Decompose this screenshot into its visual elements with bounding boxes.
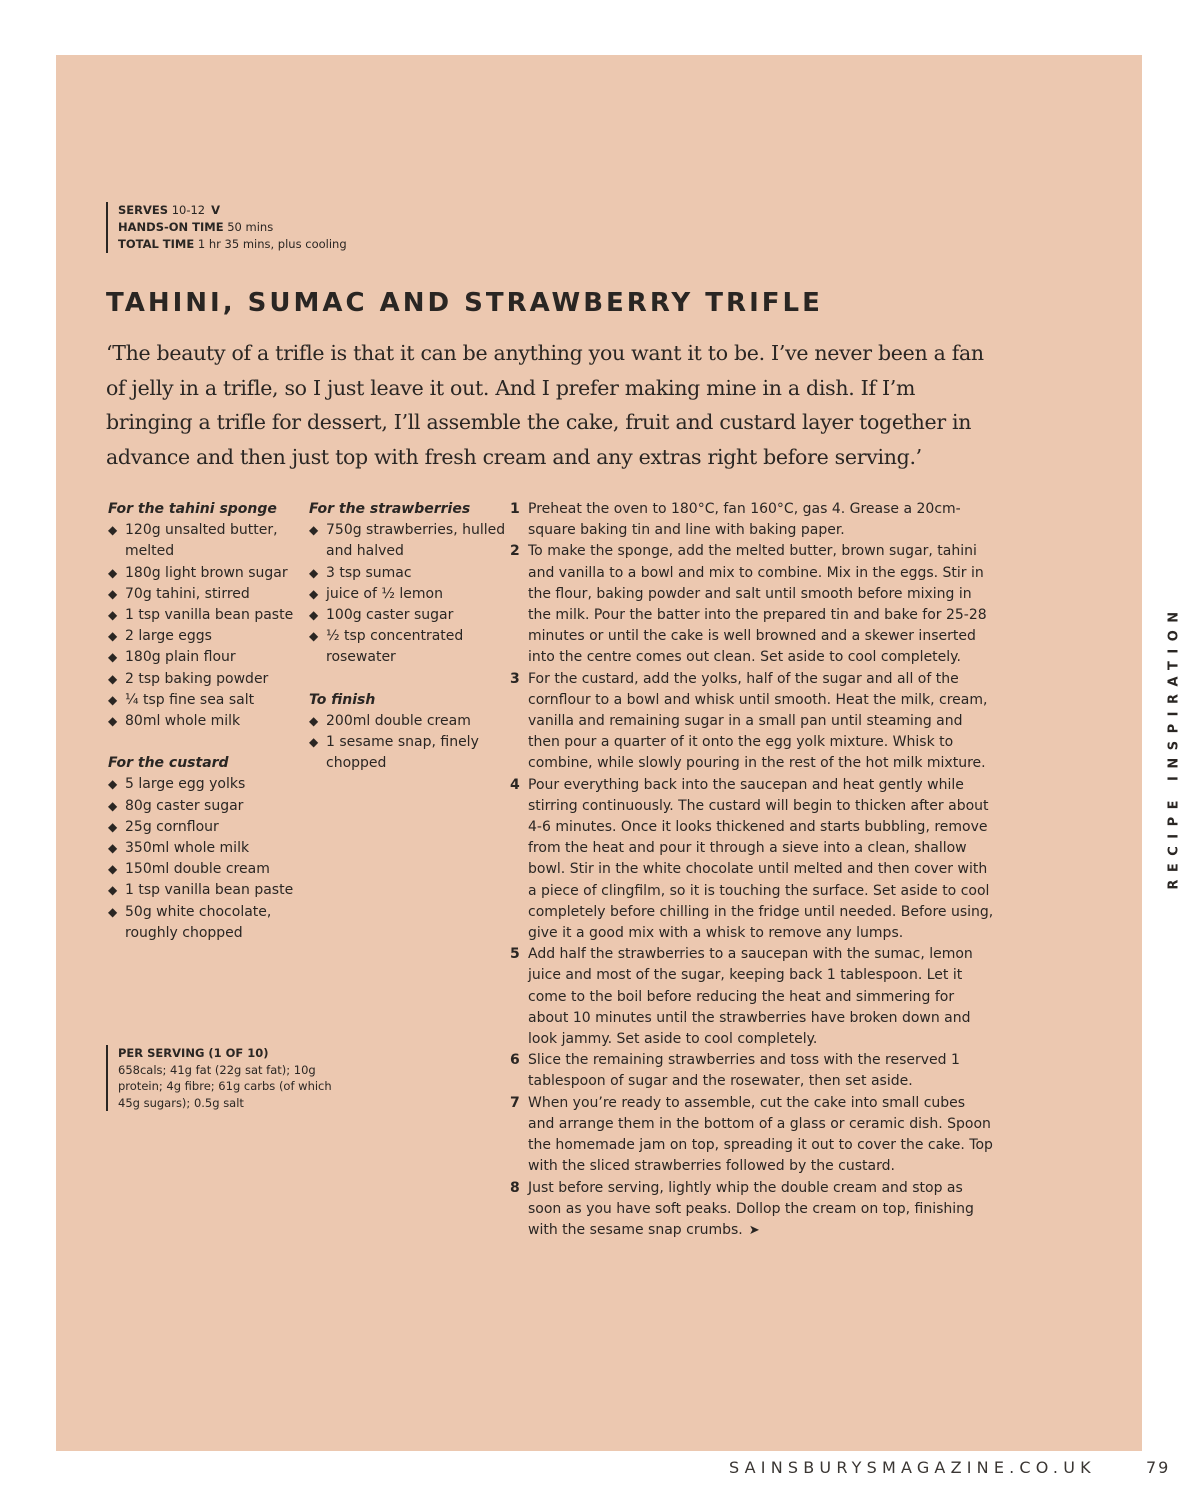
ingredient-item: ◆ 80ml whole milk xyxy=(108,711,303,732)
step-text: To make the sponge, add the melted butter, brown sugar, tahini and vanilla to a bowl and mix to combine. Mix in the eggs. Stir in the flour, baking powder and salt until smooth before mixing in the milk. Pour the batter into the prepared tin and bake for 25-28 minutes or until the cake is well browned and a skewer inserted into the centre comes out clean. Set aside to cool completely. xyxy=(528,543,987,666)
ingredient-item: ◆ 200ml double cream xyxy=(309,711,509,732)
method-step xyxy=(510,669,995,775)
footer-site-url: SAINSBURYSMAGAZINE.CO.UK xyxy=(729,1458,1096,1477)
strawberries-heading: For the strawberries xyxy=(309,501,471,517)
ingredient-item: ◆ 1 tsp vanilla bean paste xyxy=(108,605,303,626)
ingredient-item: ◆ 25g cornflour xyxy=(108,817,303,838)
method-step xyxy=(510,1093,995,1178)
ingredient-item: ◆ 120g unsalted butter, melted xyxy=(108,520,303,562)
method-column xyxy=(510,499,995,1241)
ingredient-item: ◆ 5 large egg yolks xyxy=(108,774,303,795)
ingredient-item: ◆ 1 sesame snap, finely chopped xyxy=(309,732,509,774)
step-text: Preheat the oven to 180°C, fan 160°C, gas 4. Grease a 20cm-square baking tin and line with baking paper. xyxy=(528,501,961,539)
ingredient-item: ◆ 50g white chocolate, roughly chopped xyxy=(108,902,303,944)
custard-ingredients xyxy=(108,753,303,944)
step-number: 4 xyxy=(510,776,520,793)
ingredient-item: ◆ 180g plain flour xyxy=(108,647,303,668)
side-label-text: RECIPE INSPIRATION xyxy=(1166,604,1182,890)
total-time-line: TOTAL TIME 1 hr 35 mins, plus cooling xyxy=(118,237,347,251)
ingredient-item: ◆ 80g caster sugar xyxy=(108,796,303,817)
method-step xyxy=(510,499,995,541)
step-text: Just before serving, lightly whip the double cream and stop as soon as you have soft peaks. Dollop the cream on top, finishing with the sesame snap crumbs. xyxy=(528,1179,974,1238)
ingredient-item: ◆ 2 tsp baking powder xyxy=(108,669,303,690)
page-number: 79 xyxy=(1146,1458,1171,1477)
hands-on-line: HANDS-ON TIME 50 mins xyxy=(118,220,274,234)
serves-line: SERVES 10-12 V xyxy=(118,203,221,217)
ingredient-item: ◆ 70g tahini, stirred xyxy=(108,584,303,605)
step-number: 2 xyxy=(510,543,520,560)
strawberries-ingredients xyxy=(309,499,509,669)
ingredient-item: ◆ 2 large eggs xyxy=(108,626,303,647)
step-text: Add half the strawberries to a saucepan with the sumac, lemon juice and most of the sugar, keeping back 1 tablespoon. Let it come to the boil before reducing the heat and simmering for about 10 minutes until the strawberries have broken down and look jammy. Set aside to cool completely. xyxy=(528,946,973,1048)
finish-ingredients xyxy=(309,690,509,775)
step-number: 3 xyxy=(510,670,520,687)
recipe-meta xyxy=(106,202,347,253)
step-text: Slice the remaining strawberries and toss with the reserved 1 tablespoon of sugar and the rosewater, then set aside. xyxy=(528,1052,960,1090)
step-text: Pour everything back into the saucepan and heat gently while stirring continuously. The custard will begin to thicken after about 4-6 minutes. Once it looks thickened and starts bubbling, remove from the heat and pour it through a sieve into a clean, shallow bowl. Stir in the white chocolate until melted and then cover with a piece of clingfilm, so it is touching the surface. Set aside to cool completely before chilling in the fridge until needed. Before using, give it a good mix with a whisk to remove any lumps. xyxy=(528,776,994,942)
nutrition-info xyxy=(106,1045,338,1111)
ingredients-column-1 xyxy=(108,499,303,944)
ingredient-item: ◆ 350ml whole milk xyxy=(108,838,303,859)
ingredient-item: ◆ 3 tsp sumac xyxy=(309,563,509,584)
custard-heading: For the custard xyxy=(108,755,229,772)
ingredient-item: ◆ 750g strawberries, hulled and halved xyxy=(309,520,509,562)
ingredient-item: ◆ 180g light brown sugar xyxy=(108,563,303,584)
ingredient-item: ◆ 1 tsp vanilla bean paste xyxy=(108,880,303,901)
step-number: 7 xyxy=(510,1094,520,1111)
step-text: When you’re ready to assemble, cut the cake into small cubes and arrange them in the bottom of a glass or ceramic dish. Spoon the homemade jam on top, spreading it out to cover the cake. Top with the sliced strawberries followed by the custard. xyxy=(528,1094,993,1175)
method-step xyxy=(510,1050,995,1092)
continue-arrow-icon: ➤ xyxy=(748,1222,760,1238)
step-number: 1 xyxy=(510,501,520,517)
sponge-ingredients xyxy=(108,499,303,732)
sponge-heading: For the tahini sponge xyxy=(108,501,277,517)
vegetarian-badge: V xyxy=(211,203,221,217)
step-number: 6 xyxy=(510,1052,520,1069)
ingredient-item: ◆ 100g caster sugar xyxy=(309,605,509,626)
step-number: 5 xyxy=(510,946,520,963)
intro-quote: ‘The beauty of a trifle is that it can be anything you want it to be. I’ve never been a fan of jelly in a trifle, so I just leave it out. And I prefer making mine in a dish. If I’m bringing a trifle for dessert, I’ll assemble the cake, fruit and custard layer together in advance and then just top with fresh cream and any extras right before serving.’ xyxy=(106,341,984,469)
recipe-title: TAHINI, SUMAC AND STRAWBERRY TRIFLE xyxy=(106,288,823,318)
finish-heading: To finish xyxy=(309,691,376,708)
step-text: For the custard, add the yolks, half of the sugar and all of the cornflour to a bowl and whisk until smooth. Heat the milk, cream, vanilla and remaining sugar in a small pan until steaming and then pour a quarter of it onto the egg yolk mixture. Whisk to combine, while slowly pouring in the rest of the hot milk mixture. xyxy=(528,670,988,772)
method-step xyxy=(510,541,995,668)
ingredients-column-2 xyxy=(309,499,509,774)
section-side-label xyxy=(1162,592,1186,902)
method-step xyxy=(510,944,995,1050)
ingredient-item: ◆ ¼ tsp fine sea salt xyxy=(108,690,303,711)
method-step xyxy=(510,775,995,945)
ingredient-item: ◆ ½ tsp concentrated rosewater xyxy=(309,626,509,668)
nutrition-heading: PER SERVING (1 OF 10) xyxy=(118,1046,269,1060)
ingredient-item: ◆ 150ml double cream xyxy=(108,859,303,880)
nutrition-text: 658cals; 41g fat (22g sat fat); 10g protein; 4g fibre; 61g carbs (of which 45g sugars); 0.5g salt xyxy=(118,1062,332,1110)
step-number: 8 xyxy=(510,1179,520,1196)
method-step xyxy=(510,1178,995,1242)
ingredient-item: ◆ juice of ½ lemon xyxy=(309,584,509,605)
